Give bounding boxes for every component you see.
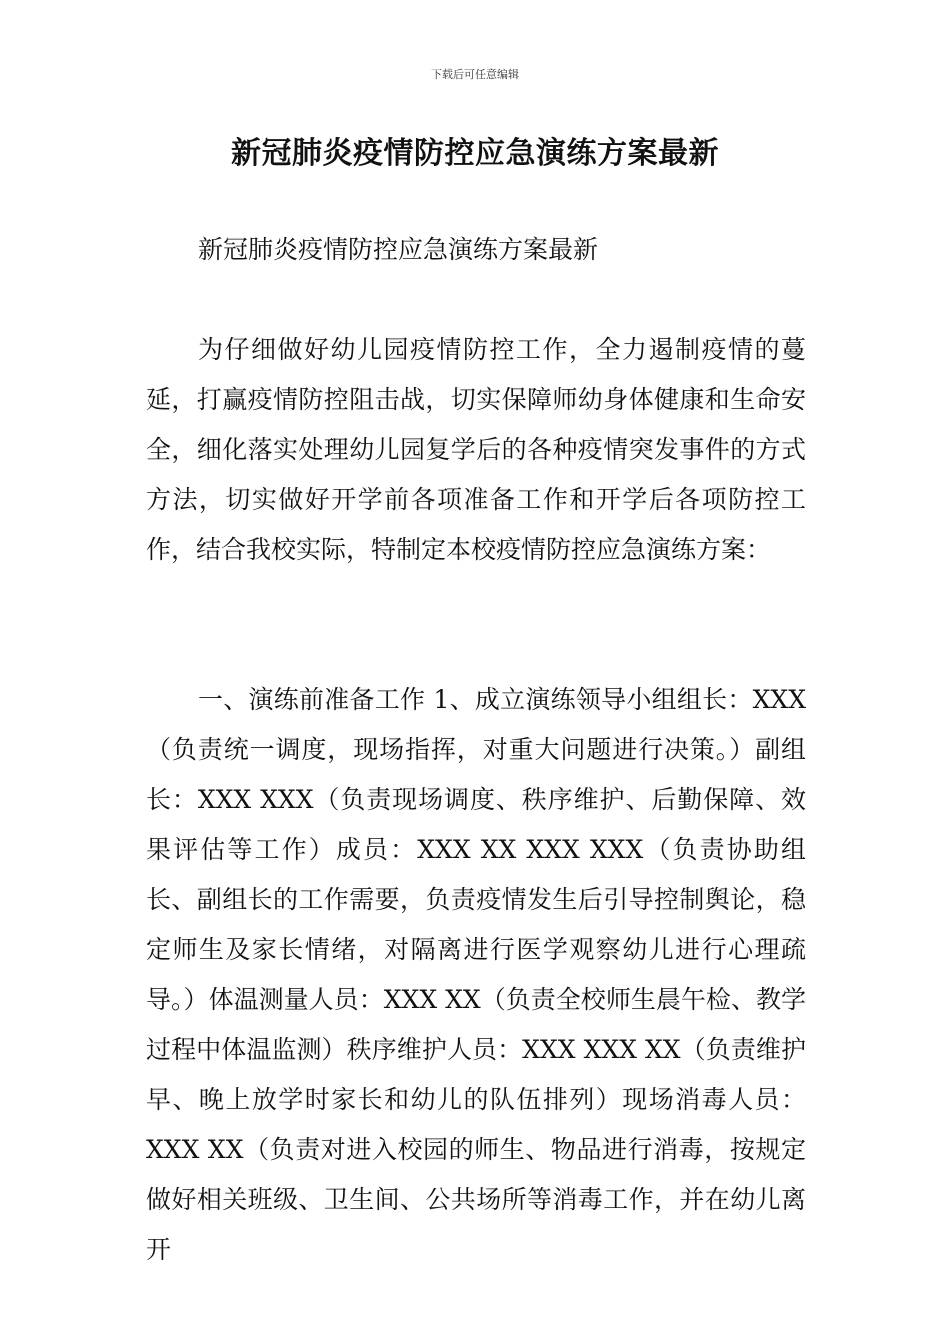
document-subtitle: 新冠肺炎疫情防控应急演练方案最新 bbox=[198, 235, 599, 264]
paragraph-intro: 为仔细做好幼儿园疫情防控工作，全力遏制疫情的蔓延，打赢疫情防控阻击战，切实保障师幼身体健康和生命安全，细化落实处理幼儿园复学后的各种疫情突发事件的方式方法，切实做好开学前各项准备工作和开学后各项防控工作，结合我校实际，特制定本校疫情防控应急演练方案： bbox=[146, 335, 806, 564]
paragraph-preparation: 一、演练前准备工作 1、成立演练领导小组组长：XXX（负责统一调度，现场指挥，对重大问题进行决策。）副组长：XXX XXX（负责现场调度、秩序维护、后勤保障、效果评估等工作）成员：XXX XX XXX XXX（负责协助组长、副组长的工作需要，负责疫情发生后引导控制舆论，稳定师生及家长情绪，对隔离进行医学观察幼儿进行心理疏导。）体温测量人员：XXX XX（负责全校师生晨午检、教学过程中体温监测）秩序维护人员：XXX XXX XX（负责维护早、晚上放学时家长和幼儿的队伍排列）现场消毒人员：XXX XX（负责对进入校园的师生、物品进行消毒，按规定做好相关班级、卫生间、公共场所等消毒工作，并在幼儿离开 bbox=[146, 685, 806, 1264]
header-note: 下载后可任意编辑 bbox=[431, 68, 519, 81]
document-title: 新冠肺炎疫情防控应急演练方案最新 bbox=[231, 136, 719, 171]
